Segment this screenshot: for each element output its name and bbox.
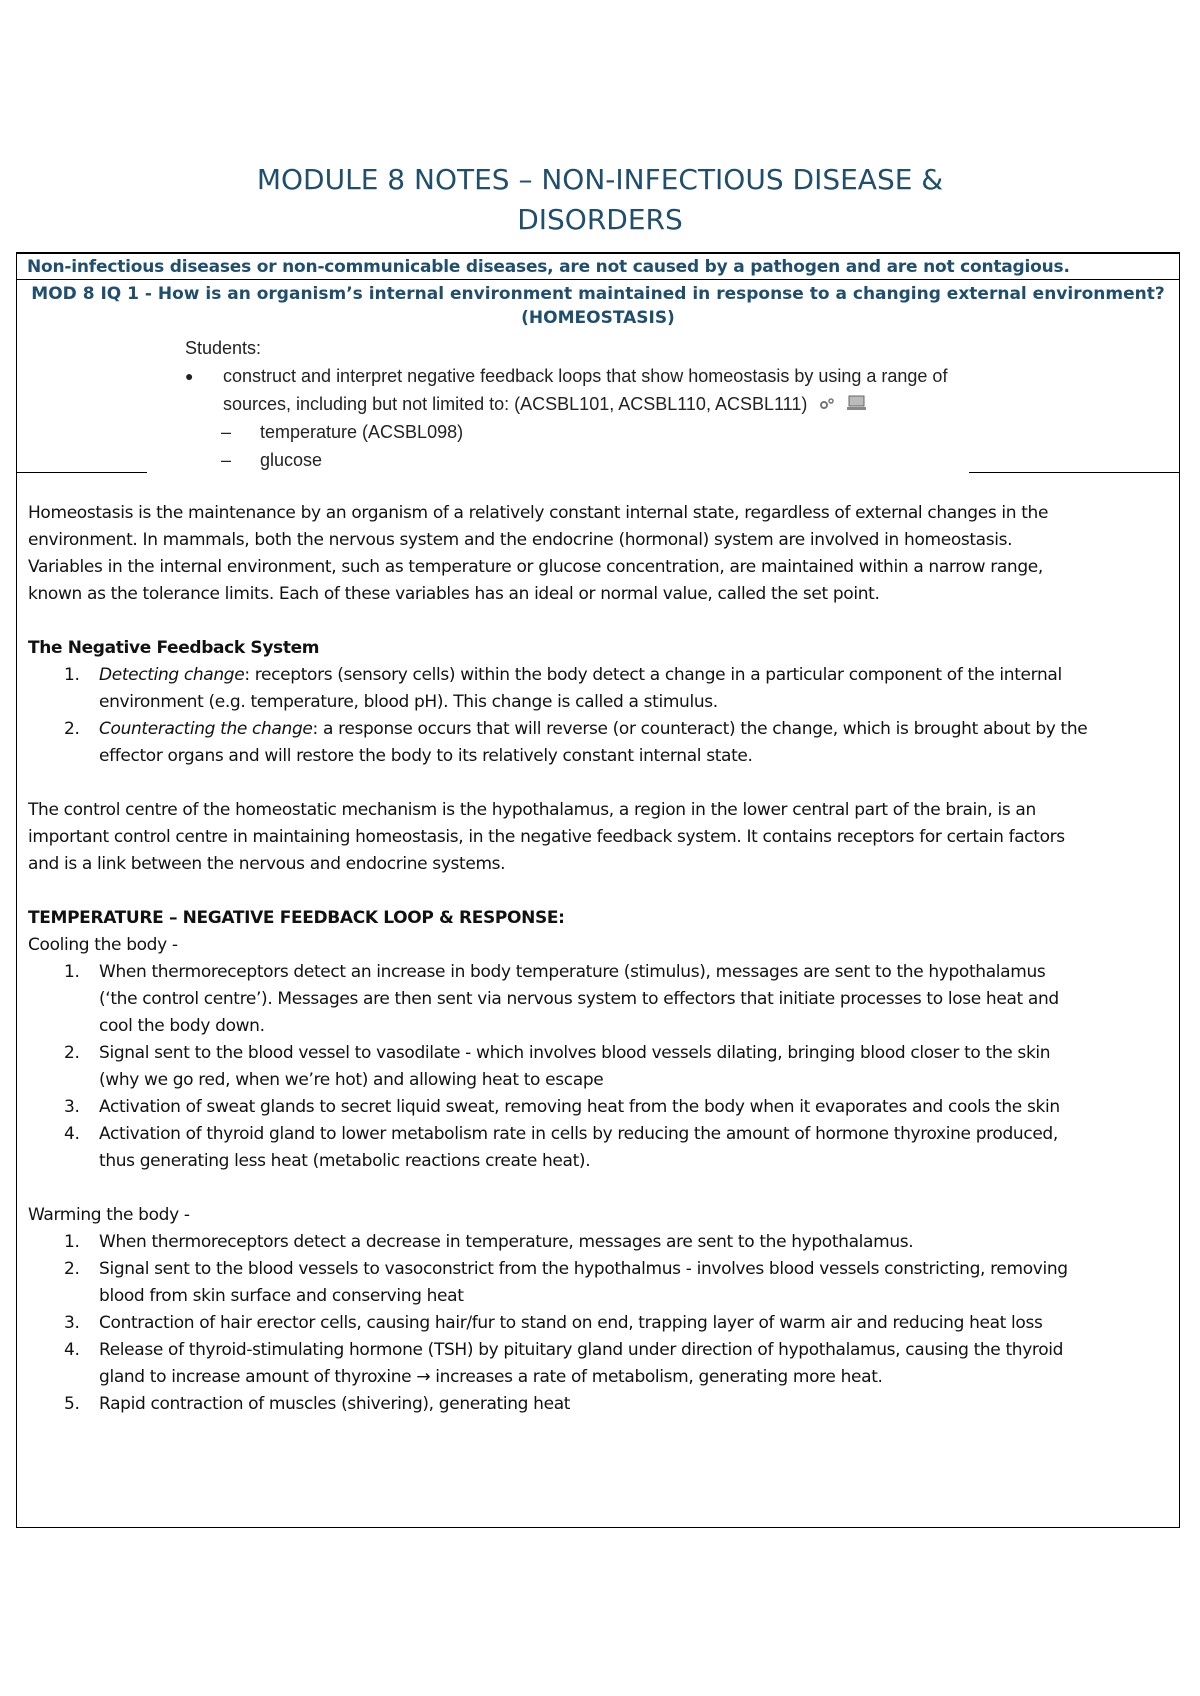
item-text: Contraction of hair erector cells, causing hair/fur to stand on end, trapping layer of warm air and reducing heat loss [99, 1313, 1043, 1333]
item-number: 3. [64, 1313, 80, 1333]
item-text: blood from skin surface and conserving heat [99, 1286, 464, 1306]
definition-banner: Non-infectious diseases or non-communicable diseases, are not caused by a pathogen and are not contagious. [17, 254, 1179, 280]
list-item [28, 662, 1178, 716]
syllabus-point-line-1: construct and interpret negative feedback loops that show homeostasis by using a range of [223, 366, 948, 386]
gear-icon [818, 391, 836, 419]
computer-icon [847, 391, 867, 419]
item-text: : a response occurs that will reverse (or counteract) the change, which is brought about by the [312, 719, 1088, 739]
item-number: 1. [64, 1232, 80, 1252]
intro-line: known as the tolerance limits. Each of these variables has an ideal or normal value, called the set point. [28, 584, 880, 604]
list-item [28, 716, 1178, 770]
item-text: effector organs and will restore the body to its relatively constant internal state. [99, 746, 753, 766]
list-item [28, 1256, 1178, 1310]
item-text: : receptors (sensory cells) within the body detect a change in a particular component of the internal [244, 665, 1062, 685]
item-text: Activation of thyroid gland to lower metabolism rate in cells by reducing the amount of hormone thyroxine produced, [99, 1124, 1058, 1144]
control-line: and is a link between the nervous and endocrine systems. [28, 854, 506, 874]
item-text: Rapid contraction of muscles (shivering), generating heat [99, 1394, 571, 1414]
item-text: (why we go red, when we’re hot) and allowing heat to escape [99, 1070, 604, 1090]
warming-label: Warming the body - [28, 1205, 190, 1225]
list-item [28, 1391, 1178, 1418]
title-line-2: DISORDERS [517, 203, 683, 236]
item-term: Detecting change [99, 665, 245, 685]
item-term: Counteracting the change [99, 719, 313, 739]
divider-left [17, 472, 147, 473]
list-item [28, 1040, 1178, 1094]
item-text: cool the body down. [99, 1016, 265, 1036]
item-number: 2. [64, 1259, 80, 1279]
inquiry-question [17, 282, 1179, 330]
bullet-marker: ● [185, 368, 194, 384]
item-text: (‘the control centre’). Messages are then sent via nervous system to effectors that initiate processes to lose heat and [99, 989, 1059, 1009]
syllabus-point-line-2 [223, 390, 867, 419]
item-text: Signal sent to the blood vessel to vasodilate - which involves blood vessels dilating, bringing blood closer to the skin [99, 1043, 1051, 1063]
item-text: Activation of sweat glands to secret liquid sweat, removing heat from the body when it evaporates and cools the skin [99, 1097, 1060, 1117]
dash-marker-1: – [221, 422, 232, 442]
dash-marker-2: – [221, 450, 232, 470]
item-number: 4. [64, 1124, 80, 1144]
intro-line: Variables in the internal environment, such as temperature or glucose concentration, are maintained within a narrow range, [28, 557, 1043, 577]
cooling-list [28, 959, 1178, 1175]
item-text: thus generating less heat (metabolic reactions create heat). [99, 1151, 591, 1171]
list-item [28, 1229, 1178, 1256]
item-text: When thermoreceptors detect a decrease in temperature, messages are sent to the hypothalamus. [99, 1232, 914, 1252]
item-number: 3. [64, 1097, 80, 1117]
negative-feedback-heading: The Negative Feedback System [28, 638, 320, 658]
inquiry-line-1: MOD 8 IQ 1 - How is an organism’s internal environment maintained in response to a changing external environment? [31, 284, 1165, 304]
syllabus-sub-temperature: temperature (ACSBL098) [260, 422, 464, 442]
divider-right [969, 472, 1179, 473]
page-title [0, 160, 1200, 240]
list-item [28, 1121, 1178, 1175]
control-line: The control centre of the homeostatic mechanism is the hypothalamus, a region in the lower central part of the brain, is an [28, 800, 1036, 820]
item-number: 4. [64, 1340, 80, 1360]
warming-list [28, 1229, 1178, 1418]
title-line-1: MODULE 8 NOTES – NON-INFECTIOUS DISEASE & [256, 163, 944, 196]
intro-paragraph [28, 500, 1178, 608]
intro-line: environment. In mammals, both the nervous system and the endocrine (hormonal) system are involved in homeostasis. [28, 530, 1013, 550]
item-text: gland to increase amount of thyroxine → increases a rate of metabolism, generating more heat. [99, 1367, 883, 1387]
cooling-label: Cooling the body - [28, 935, 178, 955]
control-centre-paragraph [28, 797, 1178, 878]
item-number: 1. [64, 962, 80, 982]
item-text: When thermoreceptors detect an increase in body temperature (stimulus), messages are sent to the hypothalamus [99, 962, 1046, 982]
students-label: Students: [185, 338, 262, 358]
item-number: 5. [64, 1394, 80, 1414]
list-item [28, 1094, 1178, 1121]
item-number: 1. [64, 665, 80, 685]
control-line: important control centre in maintaining homeostasis, in the negative feedback system. It contains receptors for certain factors [28, 827, 1065, 847]
temperature-heading: TEMPERATURE – NEGATIVE FEEDBACK LOOP & RESPONSE: [28, 908, 565, 928]
item-text: Signal sent to the blood vessels to vasoconstrict from the hypothalmus - involves blood vessels constricting, removing [99, 1259, 1068, 1279]
item-text: environment (e.g. temperature, blood pH). This change is called a stimulus. [99, 692, 718, 712]
negative-feedback-list [28, 662, 1178, 770]
list-item [28, 959, 1178, 1040]
intro-line: Homeostasis is the maintenance by an organism of a relatively constant internal state, regardless of external changes in the [28, 503, 1049, 523]
list-item [28, 1337, 1178, 1391]
item-number: 2. [64, 1043, 80, 1063]
notes-body [28, 500, 1178, 1418]
syllabus-point-line-2-text: sources, including but not limited to: (ACSBL101, ACSBL110, ACSBL111) [223, 394, 808, 414]
syllabus-sub-glucose: glucose [260, 450, 323, 470]
item-number: 2. [64, 719, 80, 739]
item-text: Release of thyroid-stimulating hormone (TSH) by pituitary gland under direction of hypothalamus, causing the thyroid [99, 1340, 1064, 1360]
list-item [28, 1310, 1178, 1337]
inquiry-line-2: (HOMEOSTASIS) [521, 308, 675, 328]
